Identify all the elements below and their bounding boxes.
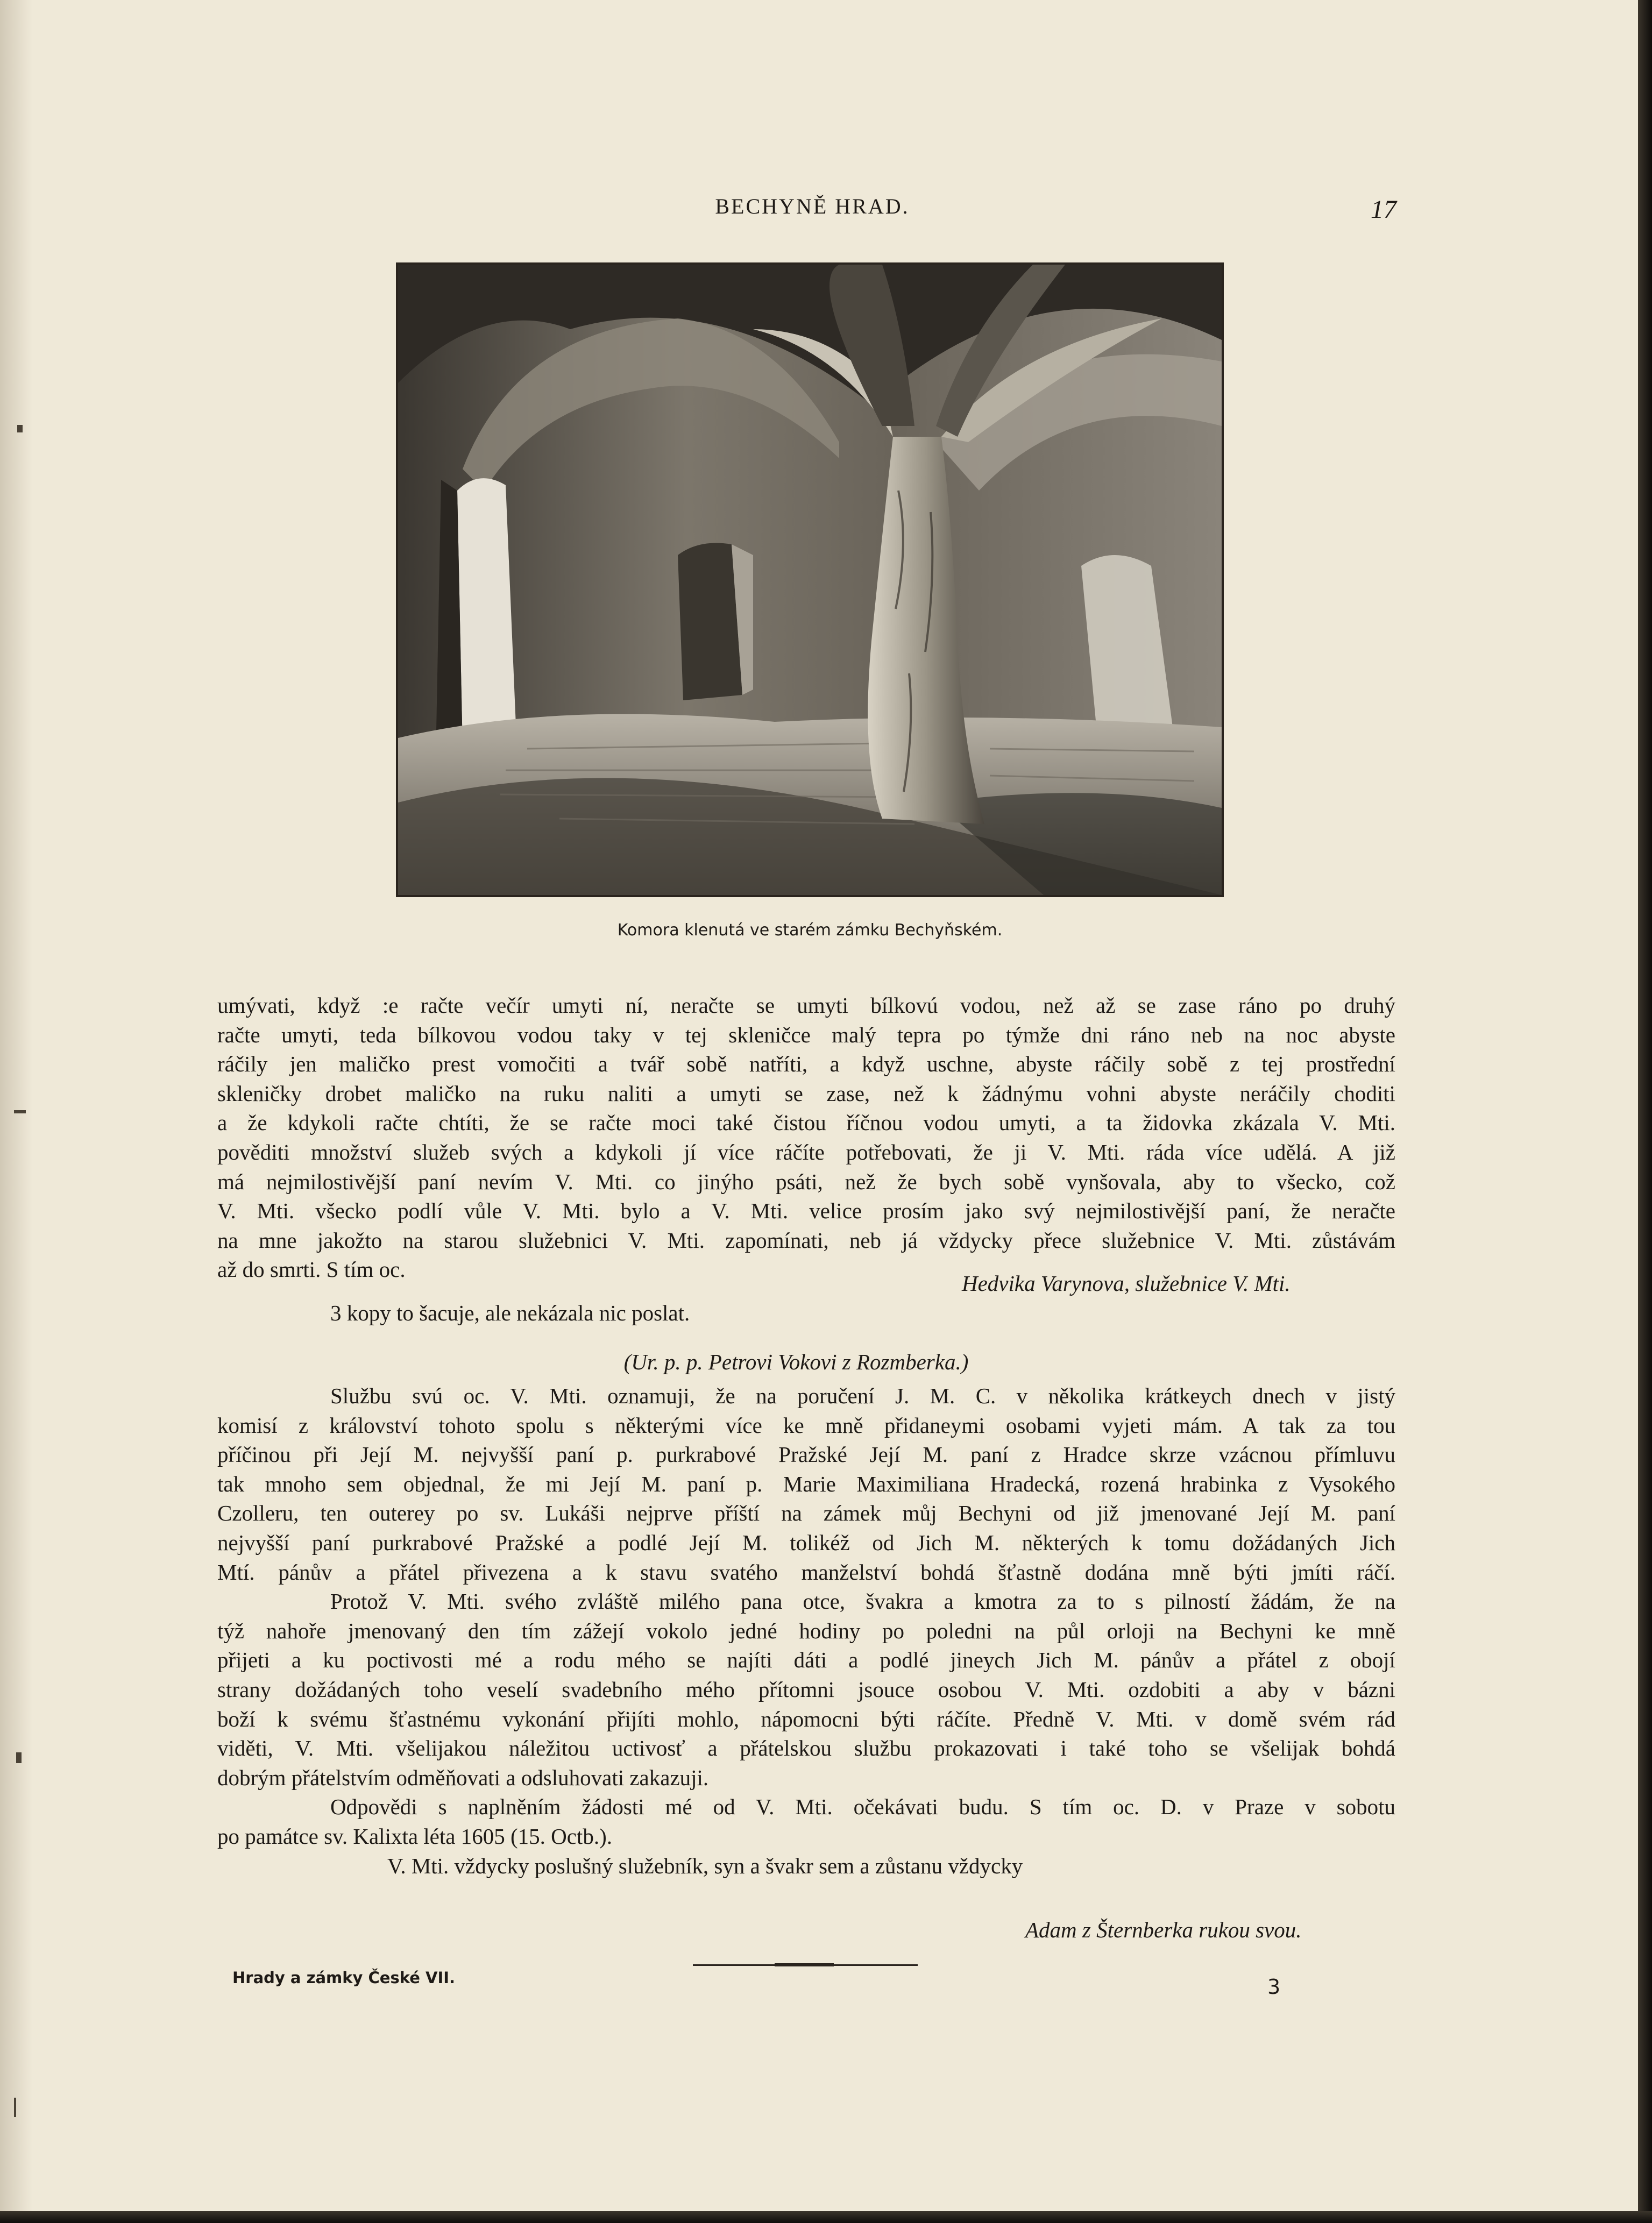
text-line: umývati, když :e račte večír umyti ní, neračte se umyti bílkovú vodou, než až se zase ráno po druhý — [217, 993, 1395, 1018]
text-line: Službu svú oc. V. Mti. oznamuji, že na poručení J. M. C. v několika krátkeych dnech v jistý — [330, 1383, 1395, 1408]
text-line: V. Mti. všecko podlí vůle V. Mti. bylo a V. Mti. velice prosím jako svý nejmilostivější paní, že neračte — [217, 1198, 1395, 1224]
text-line: a že kdykoli račte chtíti, že se račte moci také čistou říčnou vodou umyti, a ta židovka zkázala V. Mti. — [217, 1110, 1395, 1135]
letter-1-note: 3 kopy to šacuje, ale nekázala nic poslat. — [330, 1301, 690, 1325]
text-line: viděti, V. Mti. všelijakou náležitou uctivosť a přátelskou službu prokazovati i také toho se všelijak bohdá — [217, 1736, 1395, 1761]
text-line: Protož V. Mti. svého zvláště milého pana otce, švakra a kmotra za to s pilností žádám, že na — [330, 1589, 1395, 1614]
letter-2-closing: V. Mti. vždycky poslušný služebník, syn a švakr sem a zůstanu vždycky — [387, 1853, 1023, 1878]
letter-2-signature: Adam z Šternberka rukou svou. — [1025, 1917, 1302, 1942]
illustration-vaulted-chamber — [396, 262, 1224, 897]
letter-1-closing: až do smrti. S tím oc. — [217, 1257, 406, 1282]
text-line: má nejmilostivější paní nevím V. Mti. co jinýho psáti, než že bych sobě vynšovala, aby to všecko, což — [217, 1169, 1395, 1194]
footer-rule-accent — [775, 1963, 834, 1966]
letter-2-body — [217, 1381, 1395, 1880]
figure-caption: Komora klenutá ve starém zámku Bechyňském. — [617, 921, 1003, 940]
text-line: Czolleru, ten outerey po sv. Lukáši nejprve příští na zámek můj Bechyni od již jmenované Její M. paní — [217, 1501, 1395, 1526]
text-line: Odpovědi s naplněním žádosti mé od V. Mti. očekávati budu. S tím oc. D. v Praze v sobotu — [330, 1794, 1395, 1820]
text-line: skleničky drobet maličko na ruku naliti a umyti se zase, než k žádnýmu vohni abyste neráčily choditi — [217, 1081, 1395, 1106]
text-line: pověditi množství služeb svých a kdykoli jí více ráčíte potřebovati, že ji V. Mti. ráda více udělá. A již — [217, 1139, 1395, 1164]
text-line: račte umyti, teda bílkovou vodou taky v tej skleničce malý tepra po týmže dni ráno neb na noc abyste — [217, 1022, 1395, 1047]
text-line: strany dožádaných toho veselí svadebního mého přítomni jsouce osobou V. Mti. ozdobiti a aby v bázni — [217, 1677, 1395, 1702]
signature-mark: 3 — [1267, 1975, 1281, 1999]
text-line: nejvyšší paní purkrabové Pražské a podlé Její M. tolikéž od Jich M. některých k tomu dožádaných Jich — [217, 1530, 1395, 1555]
text-line: dobrým přátelstvím odměňovati a odsluhovati zakazuji. — [217, 1765, 709, 1790]
text-line: týž nahoře jmenovaný den tím zážejí vokolo jedné hodiny po poledni na půl orloji na Bechyni ke mně — [217, 1618, 1395, 1643]
page-number: 17 — [1371, 195, 1396, 224]
series-title: Hrady a zámky České VII. — [232, 1969, 456, 1987]
text-line: tak mnoho sem objednal, že mi Její M. paní p. Marie Maximiliana Hradecká, rozená hrabinka z Vysokého — [217, 1471, 1395, 1496]
text-line: přijeti a ku poctivosti mé a rodu mého se najíti dáti a podlé jineych Jich M. pánův a přátel z obojí — [217, 1647, 1395, 1673]
letter-2-heading: (Ur. p. p. Petrovi Vokovi z Rozmberka.) — [623, 1350, 969, 1374]
letter-1-body — [217, 991, 1395, 1284]
text-line: na mne jakožto na starou služebnici V. Mti. zapomínati, neb já vždycky přece služebnice V. Mti. zůstávám — [217, 1227, 1395, 1253]
letter-1-signature: Hedvika Varynova, služebnice V. Mti. — [962, 1271, 1291, 1296]
text-line: Mtí. pánův a přátel přivezena a k stavu svatého manželství bohdá šťastně dodána mně býti jmíti ráčí. — [217, 1559, 1395, 1585]
letter-1-note-wrap — [330, 1298, 1083, 1328]
text-line: komisí z království tohoto spolu s některými více ke mně přidaneymi osobami vyjeti mám. A tak za tou — [217, 1412, 1395, 1438]
text-line: ráčily jen maličko prest vomočiti a tvář sobě natříti, a když uschne, abyste ráčily sobě z tej prostřední — [217, 1052, 1395, 1077]
engraving-image — [398, 265, 1222, 895]
text-line: po památce sv. Kalixta léta 1605 (15. Octb.). — [217, 1823, 612, 1849]
running-title: BECHYNĚ HRAD. — [715, 194, 910, 218]
text-line: příčinou při Její M. nejvyšší paní p. purkrabové Pražské Její M. paní z Hradce skrze vzácnou přímluvu — [217, 1442, 1395, 1467]
text-line: boží k svému šťastnému vykonání přijíti mohlo, nápomocni býti ráčíte. Předně V. Mti. v domě svém rád — [217, 1706, 1395, 1731]
